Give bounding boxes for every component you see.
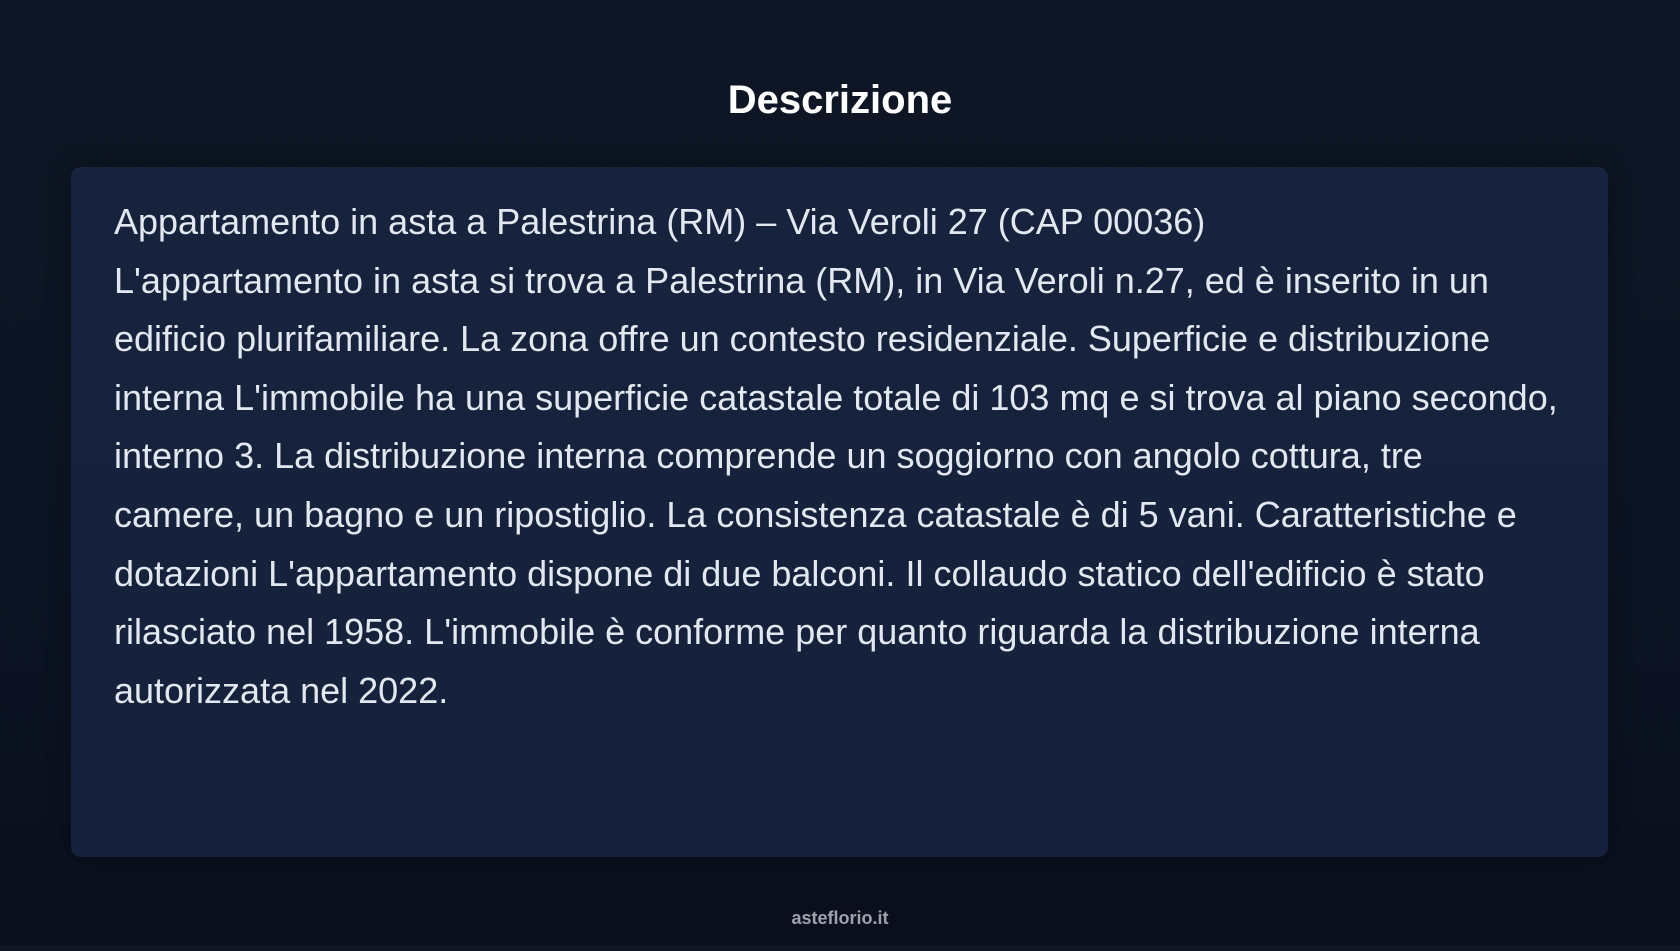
description-body: L'appartamento in asta si trova a Palestrina (RM), in Via Veroli n.27, ed è inserito in un edificio plurifamiliare. La zona offre un contesto residenziale. Superficie e distribuzione interna L'immobile ha una superficie catastale totale di 103 mq e si trova al piano secondo, interno 3. La distribuzione interna comprende un soggiorno con angolo cottura, tre camere, un bagno e un ripostiglio. La consistenza catastale è di 5 vani. Caratteristiche e dotazioni L'appartamento dispone di due balconi. Il collaudo statico dell'edificio è stato rilasciato nel 1958. L'immobile è conforme per quanto riguarda la distribuzione interna autorizzata nel 2022. bbox=[114, 259, 1558, 711]
section-title: Descrizione bbox=[727, 78, 953, 122]
description-heading-line: Appartamento in asta a Palestrina (RM) – Via Veroli 27 (CAP 00036) bbox=[114, 201, 1206, 242]
description-card bbox=[71, 167, 1608, 857]
footer-site-link[interactable]: asteflorio.it bbox=[791, 908, 889, 928]
footer bbox=[0, 885, 1680, 945]
